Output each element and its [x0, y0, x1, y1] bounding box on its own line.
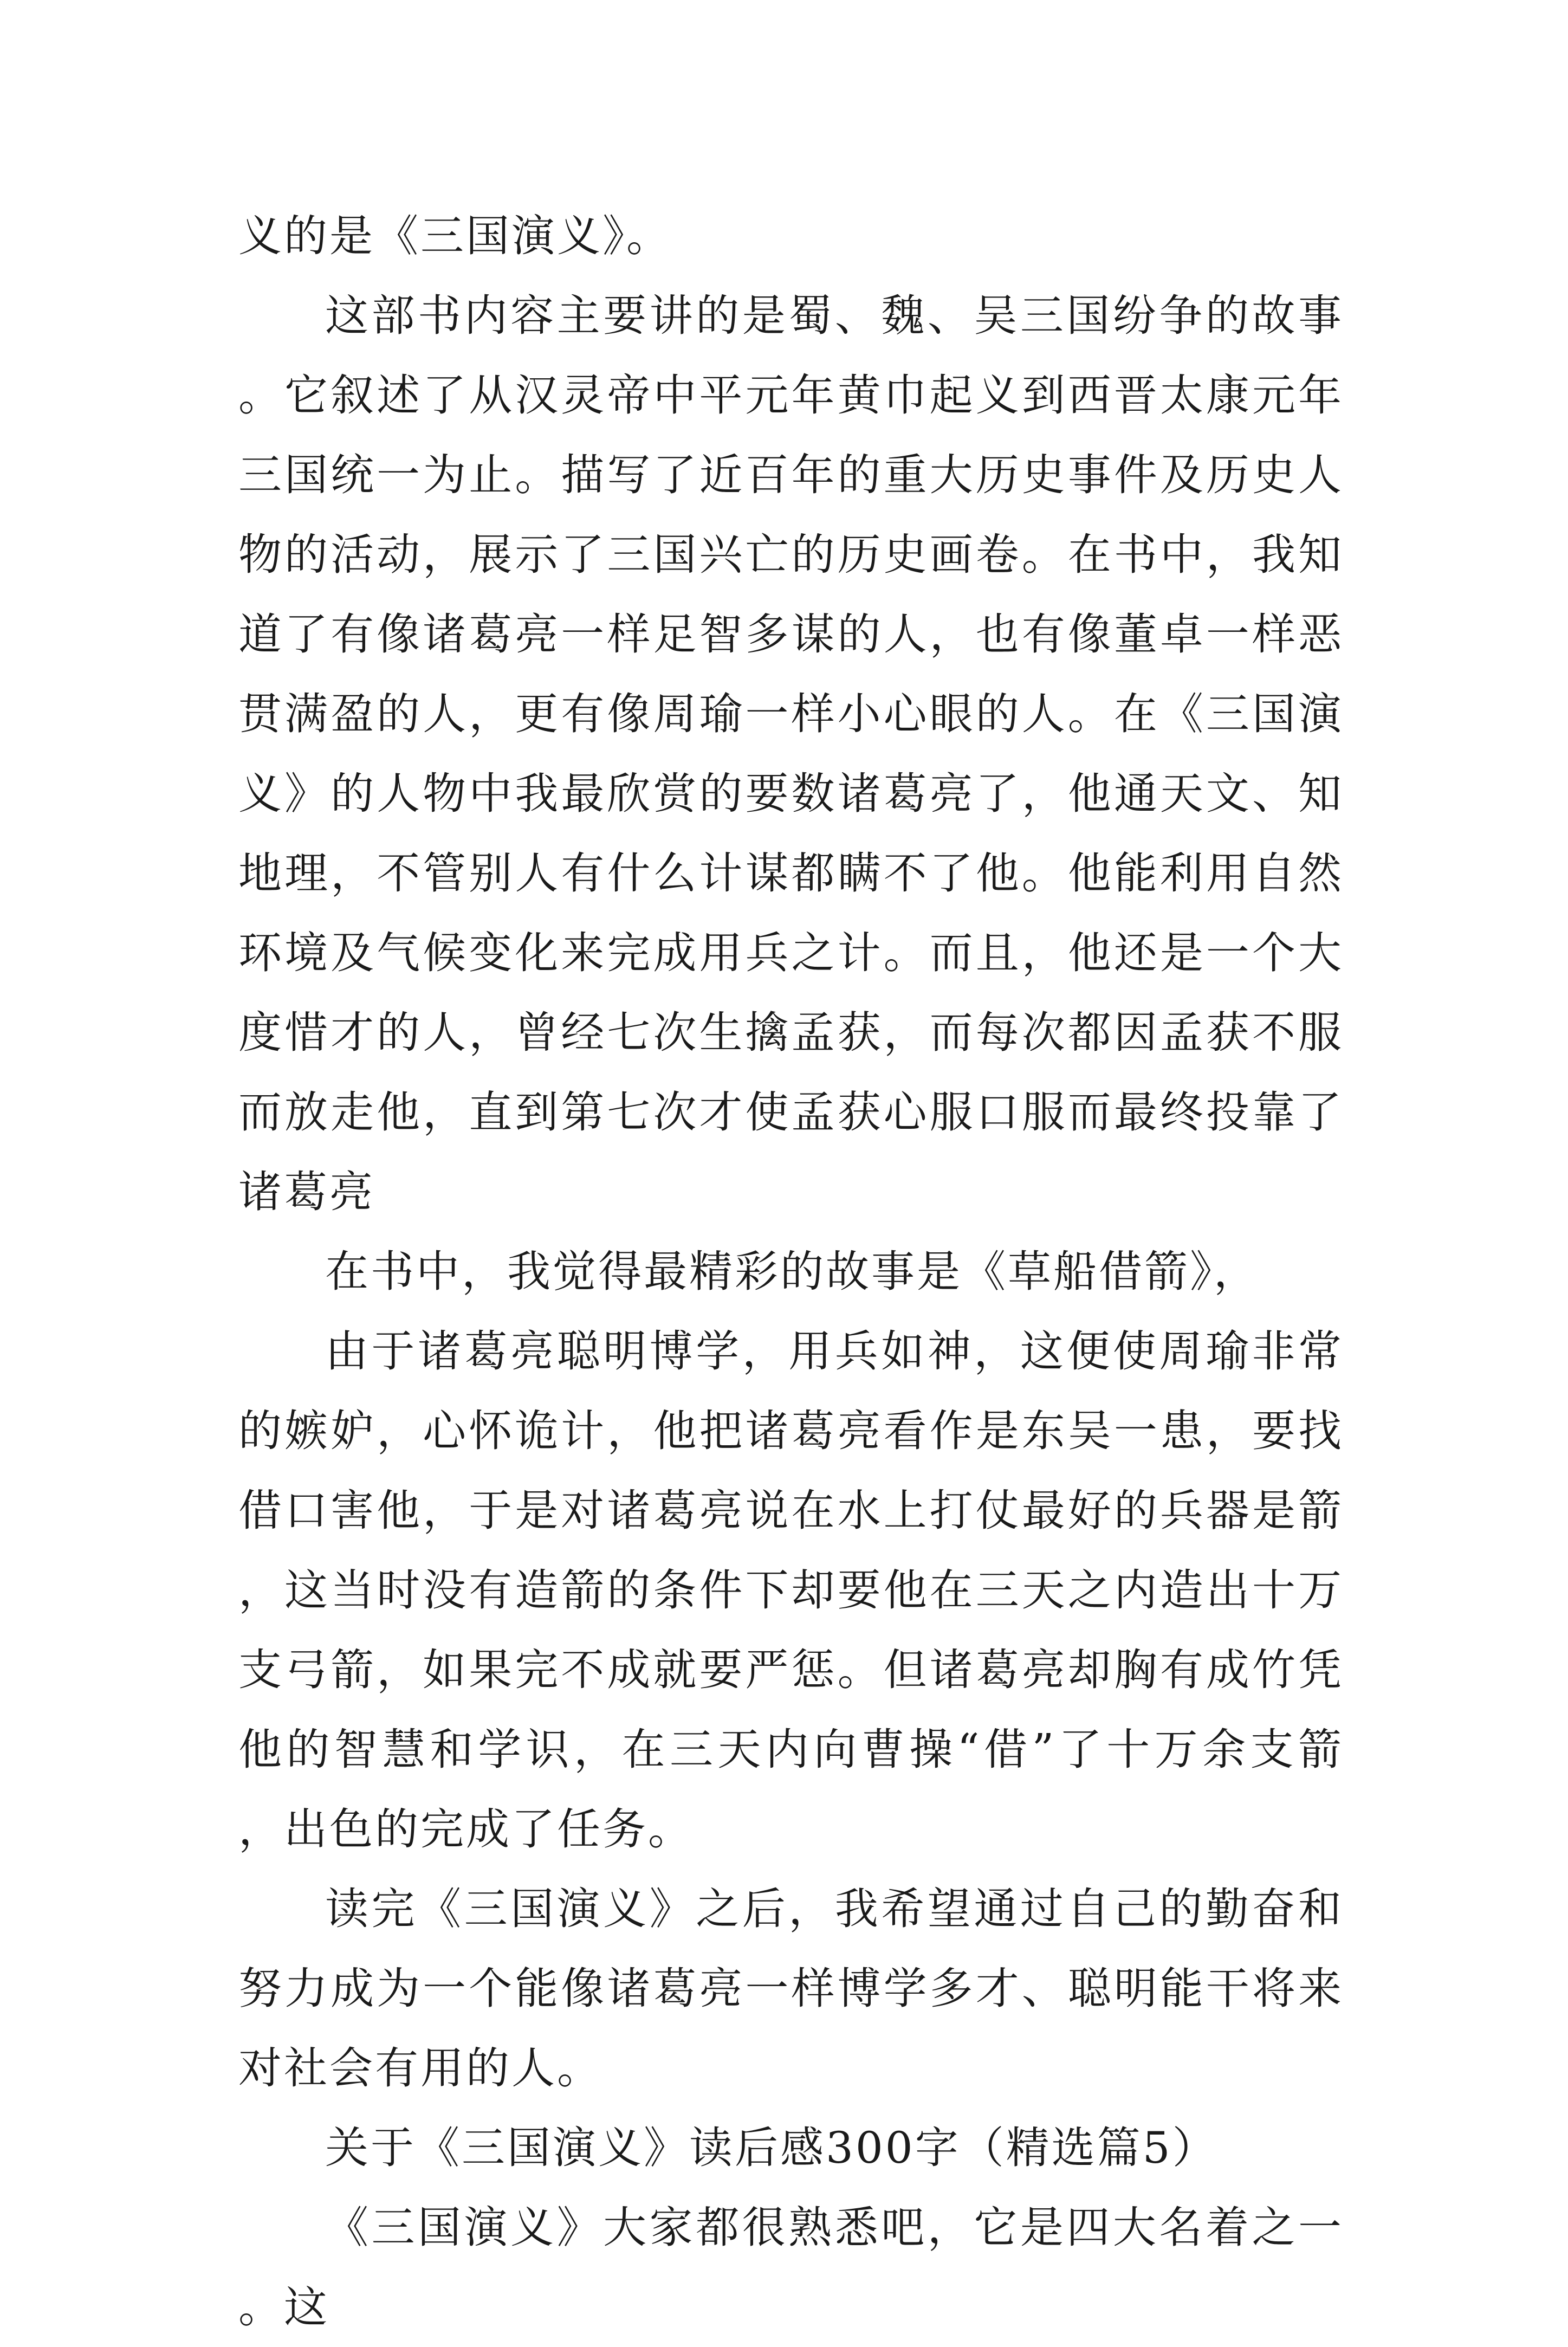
section-heading: 关于《三国演义》读后感300字（精选篇5）	[325, 2123, 1218, 2173]
paragraph-borrowing-arrows: 由于诸葛亮聪明博学，用兵如神，这便使周瑜非常的嫉妒，心怀诡计，他把诸葛亮看作是东吴一患，要找借口害他，于是对诸葛亮说在水上打仗最好的兵器是箭，这当时没有造箭的条件下却要他在三天之内造出十万支弓箭，如果完不成就要严惩。但诸葛亮却胸有成竹凭他的智慧和学识，在三天内向曹操“借”了十万余支箭 ，出色的完成了任务。	[238, 1326, 1344, 1854]
paragraph-continuation: 义的是《三国演义》。	[238, 211, 672, 261]
document-body	[238, 196, 1344, 2347]
paragraph-conclusion: 读完《三国演义》之后，我希望通过自己的勤奋和努力成为一个能像诸葛亮一样博学多才、聪明能干将来对社会有用的人。	[238, 1884, 1344, 2093]
paragraph-book-content: 这部书内容主要讲的是蜀、魏、吴三国纷争的故事。它叙述了从汉灵帝中平元年黄巾起义到西晋太康元年三国统一为止。描写了近百年的重大历史事件及历史人物的活动，展示了三国兴亡的历史画卷。在书中，我知道了有像诸葛亮一样足智多谋的人，也有像董卓一样恶贯满盈的人，更有像周瑜一样小心眼的人。在《三国演义》的人物中我最欣赏的要数诸葛亮了，他通天文、知地理，不管别人有什么计谋都瞒不了他。他能利用自然环境及气候变化来完成用兵之计。而且，他还是一个大度惜才的人，曾经七次生擒孟获，而每次都因孟获不服而放走他，直到第七次才使孟获心服口服而最终投靠了诸葛亮	[238, 290, 1344, 1217]
paragraph-next-essay-start: 《三国演义》大家都很熟悉吧，它是四大名着之一。这	[238, 2202, 1344, 2332]
paragraph-favorite-story: 在书中，我觉得最精彩的故事是《草船借箭》，	[325, 1246, 1259, 1297]
